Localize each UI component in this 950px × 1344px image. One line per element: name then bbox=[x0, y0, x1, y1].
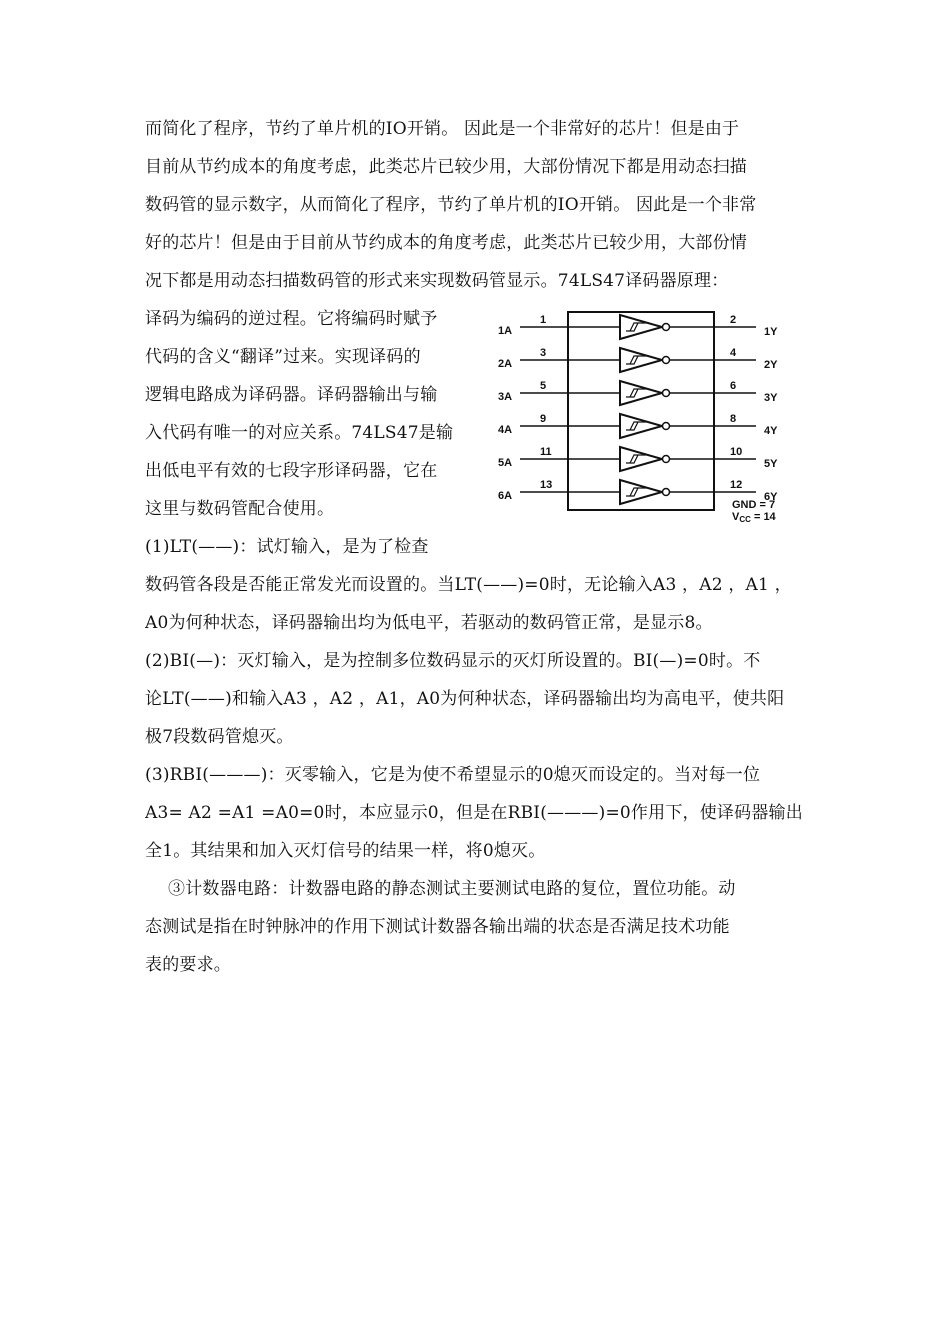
text-line: 态测试是指在时钟脉冲的作用下测试计数器各输出端的状态是否满足技术功能 bbox=[145, 917, 730, 937]
text-line: 目前从节约成本的角度考虑，此类芯片已较少用，大部份情况下都是用动态扫描 bbox=[145, 157, 747, 177]
hex-inverter-diagram bbox=[490, 300, 820, 530]
buffer-gate bbox=[620, 480, 662, 504]
output-pin: 2 bbox=[730, 314, 737, 326]
output-label: 2Y bbox=[764, 359, 778, 371]
text-line: 数码管的显示数字，从而简化了程序，节约了单片机的IO开销。 因此是一个非常 bbox=[145, 195, 757, 215]
text-line: (1)LT(——)：试灯输入，是为了检查 bbox=[145, 537, 429, 557]
text-line: 表的要求。 bbox=[145, 955, 231, 975]
inversion-bubble bbox=[663, 357, 670, 364]
output-pin: 12 bbox=[730, 479, 743, 491]
inversion-bubble bbox=[663, 456, 670, 463]
output-pin: 6 bbox=[730, 380, 737, 392]
buffer-gate bbox=[620, 414, 662, 438]
gate-row bbox=[498, 347, 778, 372]
buffer-gate bbox=[620, 348, 662, 372]
vcc-note: VCC = 14 bbox=[732, 511, 776, 524]
gate-row bbox=[498, 446, 778, 471]
text-line: 入代码有唯一的对应关系。74LS47是输 bbox=[145, 423, 454, 443]
output-label: 4Y bbox=[764, 425, 778, 437]
gate-row bbox=[498, 314, 778, 339]
text-line: (2)BI(—)：灭灯输入，是为控制多位数码显示的灭灯所设置的。BI(—)=0时。不 bbox=[145, 651, 761, 671]
input-label: 1A bbox=[498, 325, 513, 337]
chip-outline bbox=[568, 312, 714, 510]
inversion-bubble bbox=[663, 324, 670, 331]
text-line: (3)RBI(———)：灭零输入，它是为使不希望显示的0熄灭而设定的。当对每一位 bbox=[145, 765, 761, 785]
text-line: A0为何种状态，译码器输出均为低电平，若驱动的数码管正常，是显示8。 bbox=[145, 613, 713, 633]
input-pin: 5 bbox=[540, 380, 547, 392]
output-label: 6Y bbox=[764, 491, 778, 503]
text-line: 数码管各段是否能正常发光而设置的。当LT(——)=0时，无论输入A3 ，A2 ，A1 ， bbox=[145, 575, 792, 595]
gate-row bbox=[498, 413, 778, 438]
text-line: 极7段数码管熄灭。 bbox=[145, 727, 294, 747]
output-pin: 10 bbox=[730, 446, 743, 458]
input-pin: 1 bbox=[540, 314, 547, 326]
text-line: 这里与数码管配合使用。 bbox=[145, 499, 335, 519]
input-pin: 11 bbox=[540, 446, 552, 458]
inversion-bubble bbox=[663, 390, 670, 397]
input-pin: 3 bbox=[540, 347, 547, 359]
gnd-note: GND = 7 bbox=[732, 499, 776, 511]
input-label: 3A bbox=[498, 391, 513, 403]
text-line: 逻辑电路成为译码器。译码器输出与输 bbox=[145, 385, 438, 405]
inversion-bubble bbox=[663, 423, 670, 430]
text-line: 出低电平有效的七段字形译码器，它在 bbox=[145, 461, 438, 481]
text-line: 译码为编码的逆过程。它将编码时赋予 bbox=[145, 309, 438, 329]
text-line: A3= A2 =A1 =A0=0时，本应显示0，但是在RBI(———)=0作用下，使译码器输出 bbox=[145, 803, 803, 823]
text-line: 好的芯片！但是由于目前从节约成本的角度考虑，此类芯片已较少用，大部份情 bbox=[145, 233, 747, 253]
buffer-gate bbox=[620, 381, 662, 405]
input-pin: 13 bbox=[540, 479, 553, 491]
output-pin: 8 bbox=[730, 413, 737, 425]
input-label: 2A bbox=[498, 358, 513, 370]
output-pin: 4 bbox=[730, 347, 737, 359]
output-label: 5Y bbox=[764, 458, 778, 470]
input-label: 4A bbox=[498, 424, 513, 436]
text-line: 况下都是用动态扫描数码管的形式来实现数码管显示。74LS47译码器原理： bbox=[145, 271, 729, 291]
text-line: 全1。其结果和加入灭灯信号的结果一样，将0熄灭。 bbox=[145, 841, 546, 861]
buffer-gate bbox=[620, 447, 662, 471]
input-pin: 9 bbox=[540, 413, 547, 425]
text-line: 而简化了程序，节约了单片机的IO开销。 因此是一个非常好的芯片！但是由于 bbox=[145, 119, 740, 139]
text-line: 代码的含义“翻译”过来。实现译码的 bbox=[145, 347, 421, 367]
input-label: 6A bbox=[498, 490, 513, 502]
output-label: 1Y bbox=[764, 326, 778, 338]
output-label: 3Y bbox=[764, 392, 778, 404]
gate-row bbox=[498, 380, 778, 405]
inversion-bubble bbox=[663, 489, 670, 496]
input-label: 5A bbox=[498, 457, 513, 469]
buffer-gate bbox=[620, 315, 662, 339]
text-line: 论LT(——)和输入A3 ，A2 ，A1，A0为何种状态，译码器输出均为高电平，使共阳 bbox=[145, 689, 785, 709]
text-line: ③计数器电路：计数器电路的静态测试主要测试电路的复位，置位功能。动 bbox=[168, 879, 736, 899]
